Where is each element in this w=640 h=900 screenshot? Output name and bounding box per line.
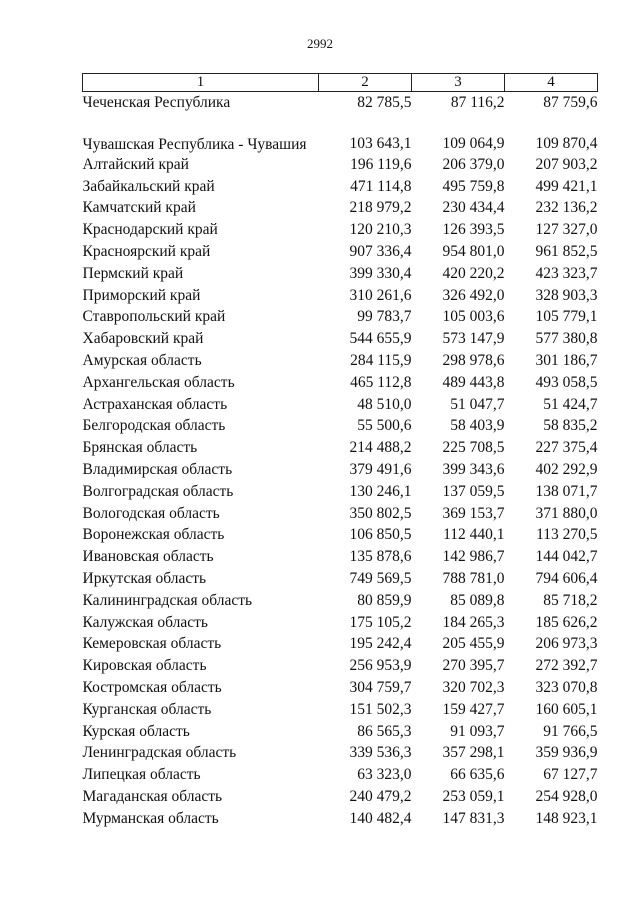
value-col4-cell: 794 606,4 (535, 569, 598, 587)
value-col3-cell: 225 708,5 (442, 439, 505, 457)
value-col4-cell: 961 852,5 (535, 242, 598, 260)
value-col2-cell: 465 112,8 (350, 373, 412, 391)
value-col3-cell: 147 831,3 (442, 809, 505, 827)
table-row (83, 285, 598, 307)
region-name-cell: Красноярский край (82, 242, 211, 260)
value-col3-cell: 142 986,7 (442, 548, 505, 566)
value-col4-cell: 58 835,2 (543, 417, 598, 435)
value-col3-cell: 205 455,9 (442, 635, 505, 653)
value-col4-cell: 577 380,8 (535, 330, 598, 348)
region-name-cell: Чувашская Республика - Чувашия (82, 135, 307, 153)
table-row (83, 524, 598, 546)
value-col3-cell: 573 147,9 (442, 330, 505, 348)
value-col2-cell: 80 859,9 (357, 591, 412, 609)
value-col2-cell: 544 655,9 (349, 330, 412, 348)
value-col3-cell: 954 801,0 (442, 242, 505, 260)
value-col3-cell: 495 759,8 (442, 177, 505, 195)
value-col4-cell: 423 323,7 (535, 264, 598, 282)
value-col4-cell: 185 626,2 (535, 613, 598, 631)
value-col3-cell: 159 427,7 (442, 700, 505, 718)
value-col4-cell: 109 870,4 (535, 134, 598, 152)
table-row (83, 808, 598, 830)
region-name-cell: Хабаровский край (82, 330, 204, 348)
value-col2-cell: 135 878,6 (349, 548, 412, 566)
value-col3-cell: 298 978,6 (442, 351, 505, 369)
value-col3-cell: 51 047,7 (450, 395, 505, 413)
value-col4-cell: 493 058,5 (535, 373, 598, 391)
table-row (83, 350, 598, 372)
value-col4-cell: 127 327,0 (535, 221, 598, 239)
value-col3-cell: 126 393,5 (442, 221, 505, 239)
table-row (83, 612, 598, 634)
value-col2-cell: 339 536,3 (349, 744, 412, 762)
table-row (83, 154, 598, 176)
value-col3-cell: 184 265,3 (442, 613, 505, 631)
value-col3-cell: 326 492,0 (442, 286, 505, 304)
table-row (83, 481, 598, 503)
value-col2-cell: 82 785,5 (357, 94, 412, 111)
value-col4-cell: 254 928,0 (535, 787, 598, 805)
region-name-cell: Курганская область (82, 700, 212, 718)
value-col2-cell: 55 500,6 (357, 417, 412, 435)
value-col3-cell: 230 434,4 (442, 199, 505, 217)
value-col2-cell: 907 336,4 (349, 242, 412, 260)
region-name-cell: Алтайский край (82, 155, 189, 173)
region-name-cell: Костромская область (82, 678, 222, 696)
value-col3-cell: 369 153,7 (442, 504, 505, 522)
table-row (83, 568, 598, 590)
value-col4-cell: 206 973,3 (535, 635, 598, 653)
value-col2-cell: 240 479,2 (349, 787, 412, 805)
column-header-3: 3 (412, 74, 505, 92)
table-header (83, 74, 598, 92)
table-row (83, 503, 598, 525)
region-name-cell: Калининградская область (82, 591, 253, 609)
region-name-cell: Владимирская область (82, 460, 233, 478)
value-col4-cell: 232 136,2 (535, 199, 598, 217)
region-name-cell: Магаданская область (82, 787, 223, 805)
value-col3-cell: 320 702,3 (442, 678, 505, 696)
value-col4-cell: 85 718,2 (543, 591, 598, 609)
region-name-cell: Мурманская область (82, 809, 219, 827)
value-col4-cell: 359 936,9 (535, 744, 598, 762)
data-table (82, 73, 598, 830)
value-col3-cell: 420 220,2 (442, 264, 505, 282)
value-col3-cell: 109 064,9 (442, 134, 505, 152)
value-col2-cell: 195 242,4 (349, 635, 412, 653)
value-col2-cell: 214 488,2 (349, 439, 412, 457)
value-col2-cell: 175 105,2 (349, 613, 412, 631)
region-name-cell: Чеченская Республика (82, 94, 231, 111)
value-col4-cell: 402 292,9 (535, 460, 598, 478)
value-col3-cell: 85 089,8 (450, 591, 505, 609)
value-col2-cell: 106 850,5 (349, 526, 412, 544)
region-name-cell: Краснодарский край (82, 221, 218, 239)
value-col4-cell: 207 903,2 (535, 155, 598, 173)
table-row (83, 263, 598, 285)
value-col2-cell: 130 246,1 (349, 482, 412, 500)
region-name-cell: Приморский край (82, 286, 201, 304)
table-row (83, 677, 598, 699)
value-col3-cell: 206 379,0 (442, 155, 505, 173)
table-row (83, 328, 598, 350)
table-row (83, 699, 598, 721)
region-name-cell: Кировская область (82, 657, 207, 675)
region-name-cell: Калужская область (82, 613, 209, 631)
table-row (83, 176, 598, 198)
value-col2-cell: 399 330,4 (349, 264, 412, 282)
table-row (83, 590, 598, 612)
table-row (83, 633, 598, 655)
column-header-4: 4 (505, 74, 598, 92)
table-row (83, 459, 598, 481)
value-col4-cell: 371 880,0 (535, 504, 598, 522)
value-col3-cell: 399 343,6 (442, 460, 505, 478)
value-col4-cell: 67 127,7 (543, 766, 598, 784)
value-col2-cell: 310 261,6 (349, 286, 412, 304)
value-col3-cell: 66 635,6 (450, 766, 505, 784)
value-col4-cell: 227 375,4 (535, 439, 598, 457)
table-row (83, 437, 598, 459)
value-col4-cell: 328 903,3 (535, 286, 598, 304)
region-name-cell: Воронежская область (82, 526, 225, 544)
value-col2-cell: 103 643,1 (349, 134, 412, 152)
value-col3-cell: 270 395,7 (442, 657, 505, 675)
region-name-cell: Ленинградская область (82, 744, 237, 762)
table-row (83, 786, 598, 808)
value-col2-cell: 284 115,9 (350, 351, 412, 369)
value-col2-cell: 304 759,7 (349, 678, 412, 696)
region-name-cell: Волгоградская область (82, 482, 234, 500)
page-number: 2992 (307, 36, 333, 51)
value-col4-cell: 138 071,7 (535, 482, 598, 500)
value-col2-cell: 379 491,6 (349, 460, 412, 478)
region-name-cell: Курская область (82, 722, 190, 740)
value-col3-cell: 105 003,6 (442, 308, 505, 326)
region-name-cell: Амурская область (82, 351, 202, 369)
value-col4-cell: 301 186,7 (535, 351, 598, 369)
table-row (83, 306, 598, 328)
value-col2-cell: 63 323,0 (357, 766, 412, 784)
table-row (83, 114, 598, 154)
value-col3-cell: 91 093,7 (450, 722, 505, 740)
value-col2-cell: 350 802,5 (349, 504, 412, 522)
table-row (83, 92, 598, 114)
table-row (83, 197, 598, 219)
value-col2-cell: 256 953,9 (349, 657, 412, 675)
region-name-cell: Астраханская область (82, 395, 228, 413)
value-col4-cell: 272 392,7 (535, 657, 598, 675)
table-row (83, 372, 598, 394)
value-col4-cell: 113 270,5 (536, 526, 598, 544)
table-row (83, 219, 598, 241)
region-name-cell: Кемеровская область (82, 635, 222, 653)
value-col4-cell: 323 070,8 (535, 678, 598, 696)
value-col2-cell: 140 482,4 (349, 809, 412, 827)
region-name-cell: Иркутская область (82, 569, 207, 587)
value-col2-cell: 86 565,3 (357, 722, 412, 740)
table-row (83, 655, 598, 677)
value-col2-cell: 99 783,7 (357, 308, 412, 326)
region-name-cell: Архангельская область (82, 373, 235, 391)
value-col2-cell: 218 979,2 (349, 199, 412, 217)
column-header-1: 1 (83, 74, 319, 92)
value-col3-cell: 58 403,9 (450, 417, 505, 435)
value-col3-cell: 253 059,1 (442, 787, 505, 805)
region-name-cell: Белгородская область (82, 417, 226, 435)
region-name-cell: Вологодская область (82, 504, 220, 522)
value-col2-cell: 151 502,3 (349, 700, 412, 718)
value-col4-cell: 105 779,1 (535, 308, 598, 326)
value-col3-cell: 357 298,1 (442, 744, 505, 762)
table-row (83, 742, 598, 764)
table-body (83, 92, 598, 830)
value-col2-cell: 48 510,0 (357, 395, 412, 413)
region-name-cell: Брянская область (82, 439, 198, 457)
table-row (83, 415, 598, 437)
region-name-cell: Липецкая область (82, 766, 201, 784)
header-row (83, 74, 598, 92)
value-col3-cell: 137 059,5 (442, 482, 505, 500)
table-row (83, 764, 598, 786)
value-col3-cell: 489 443,8 (442, 373, 505, 391)
column-header-2: 2 (319, 74, 412, 92)
value-col2-cell: 120 210,3 (349, 221, 412, 239)
value-col3-cell: 788 781,0 (442, 569, 505, 587)
region-name-cell: Ставропольский край (82, 308, 226, 326)
value-col4-cell: 148 923,1 (535, 809, 598, 827)
value-col3-cell: 87 116,2 (450, 94, 505, 111)
value-col4-cell: 160 605,1 (535, 700, 598, 718)
value-col4-cell: 91 766,5 (543, 722, 598, 740)
value-col4-cell: 51 424,7 (543, 395, 598, 413)
value-col2-cell: 749 569,5 (349, 569, 412, 587)
region-name-cell: Ивановская область (82, 548, 214, 566)
value-col4-cell: 499 421,1 (535, 177, 598, 195)
table-row (83, 394, 598, 416)
region-name-cell: Забайкальский край (82, 177, 215, 195)
value-col4-cell: 87 759,6 (543, 94, 598, 111)
value-col4-cell: 144 042,7 (535, 548, 598, 566)
table-row (83, 546, 598, 568)
table-row (83, 721, 598, 743)
value-col2-cell: 471 114,8 (350, 177, 412, 195)
table-row (83, 241, 598, 263)
region-name-cell: Камчатский край (82, 199, 196, 217)
region-name-cell: Пермский край (82, 264, 184, 282)
value-col3-cell: 112 440,1 (443, 526, 505, 544)
value-col2-cell: 196 119,6 (350, 155, 412, 173)
